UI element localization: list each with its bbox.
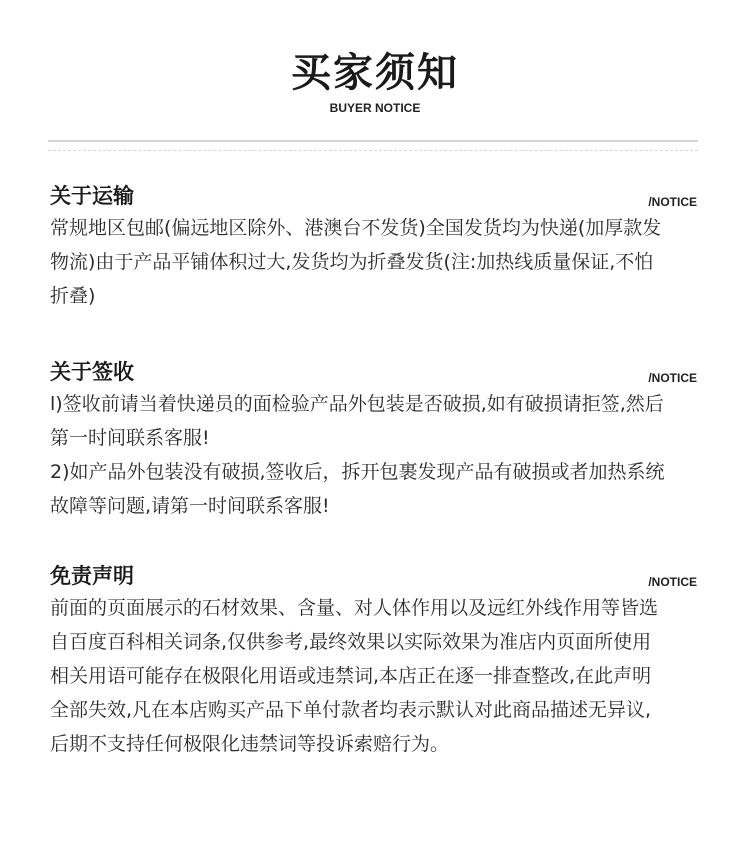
paragraph-line: 故障等问题,请第一时间联系客服! (50, 495, 330, 517)
paragraph-line: 全部失效,凡在本店购买产品下单付款者均表示默认对此商品描述无异议, (50, 699, 652, 721)
section-tag: /NOTICE (648, 195, 697, 209)
section-tag: /NOTICE (648, 371, 697, 385)
paragraph-line: 自百度百科相关词条,仅供参考,最终效果以实际效果为准店内页面所使用 (50, 631, 652, 653)
section-heading: 免责声明 (50, 564, 134, 588)
paragraph-line: 第一时间联系客服! (50, 427, 210, 449)
divider-dashed (48, 150, 698, 151)
section-tag: /NOTICE (648, 575, 697, 589)
divider-solid (48, 140, 698, 142)
paragraph-line: 相关用语可能存在极限化用语或违禁词,本店正在逐一排查整改,在此声明 (50, 665, 652, 687)
paragraph-line: 折叠) (50, 285, 96, 307)
paragraph-line: 物流)由于产品平铺体积过大,发货均为折叠发货(注:加热线质量保证,不怕 (50, 251, 654, 273)
paragraph-line: l)签收前请当着快递员的面检验产品外包装是否破损,如有破损请拒签,然后 (50, 393, 664, 415)
paragraph-line: 常规地区包邮(偏远地区除外、港澳台不发货)全国发货均为快递(加厚款发 (50, 217, 662, 239)
section-heading: 关于签收 (50, 360, 134, 384)
page-title: 买家须知 (291, 50, 459, 96)
paragraph-line: 前面的页面展示的石材效果、含量、对人体作用以及远红外线作用等皆选 (50, 597, 659, 619)
page-subtitle: BUYER NOTICE (329, 101, 421, 115)
paragraph-line: 2)如产品外包装没有破损,签收后，拆开包裹发现产品有破损或者加热系统 (50, 461, 665, 483)
section-disclaimer (50, 561, 697, 761)
paragraph-line: 后期不支持任何极限化违禁词等投诉索赔行为。 (50, 733, 450, 755)
section-heading: 关于运输 (50, 184, 134, 208)
section-receipt (50, 357, 697, 523)
section-shipping (50, 181, 697, 313)
